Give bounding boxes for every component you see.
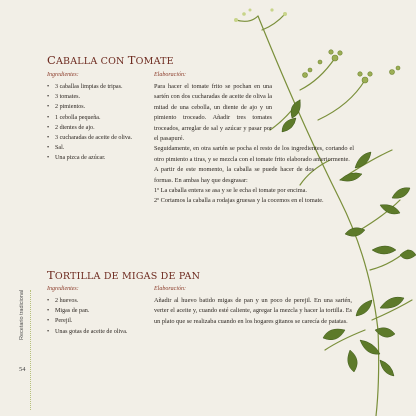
recipe-title-tortilla: TORTILLA DE MIGAS DE PAN xyxy=(47,268,201,282)
list-item: • Una pizca de azúcar. xyxy=(47,155,106,162)
list-item: • 3 tomates. xyxy=(47,94,81,101)
list-item: • Migas de pan. xyxy=(47,308,90,315)
paragraph: 1º La caballa entera se asa y se le echa el tomate por encima. xyxy=(154,187,307,195)
elaboration-heading: Elaboración: xyxy=(154,72,186,78)
ingredients-list-caballa xyxy=(47,82,132,164)
ingredients-list-tortilla xyxy=(47,296,127,337)
list-item: • 3 caballas limpias de tripas. xyxy=(47,84,123,90)
margin-dotted-rule xyxy=(30,290,32,410)
elaboration-text-caballa xyxy=(154,82,354,207)
list-item: • 2 dientes de ajo. xyxy=(47,124,95,131)
recipe-title-caballa: CABALLA CON TOMATE xyxy=(47,53,174,67)
paragraph: A partir de este momento, la caballa se puede hacer de dos formas. En ambas hay que desgrasar: xyxy=(154,166,314,184)
paragraph: Añadir al huevo batido migas de pan y un poco de perejil. En una sartén, verter el aceite y, cuando esté caliente, agregar la mezcla y hacer la tortilla. Es un plato que se realizaba cuando en los hogares gitanos se carecía de patatas. xyxy=(154,297,352,325)
paragraph: Para hacer el tomate frito se pochan en una sartén con dos cucharadas de aceite de oliva la mitad de una cebolla, un diente de ajo y un pimiento troceado. Añadir tres tomates troceados, arreglar de sal y azúcar y pasar por el pasapuré. xyxy=(154,83,272,143)
list-item: • Perejil. xyxy=(47,318,73,325)
paragraph: Seguidamente, en otra sartén se pocha el resto de los ingredientes, cortando el otro pimiento a tiras, y se mezcla con el tomate frito elaborado anteriormente. xyxy=(154,145,354,163)
paragraph: 2º Cortamos la caballa a rodajas gruesas y la cocemos en el tomate. xyxy=(154,197,324,205)
list-item: • Unas gotas de aceite de oliva. xyxy=(47,328,128,335)
ingredients-heading: Ingredientes: xyxy=(47,72,79,78)
elaboration-heading: Elaboración: xyxy=(154,286,186,292)
list-item: • 3 cucharadas de aceite de oliva. xyxy=(47,135,133,142)
elaboration-text-tortilla xyxy=(154,296,352,327)
list-item: • 1 cebolla pequeña. xyxy=(47,114,101,121)
ingredients-heading: Ingredientes: xyxy=(47,286,79,292)
list-item: • 2 huevos. xyxy=(47,298,79,304)
list-item: • 2 pimientos. xyxy=(47,104,86,111)
book-title-sidebar: Recetario tradicional xyxy=(19,289,25,340)
list-item: • Sal. xyxy=(47,145,65,152)
page-number: 54 xyxy=(19,366,26,373)
